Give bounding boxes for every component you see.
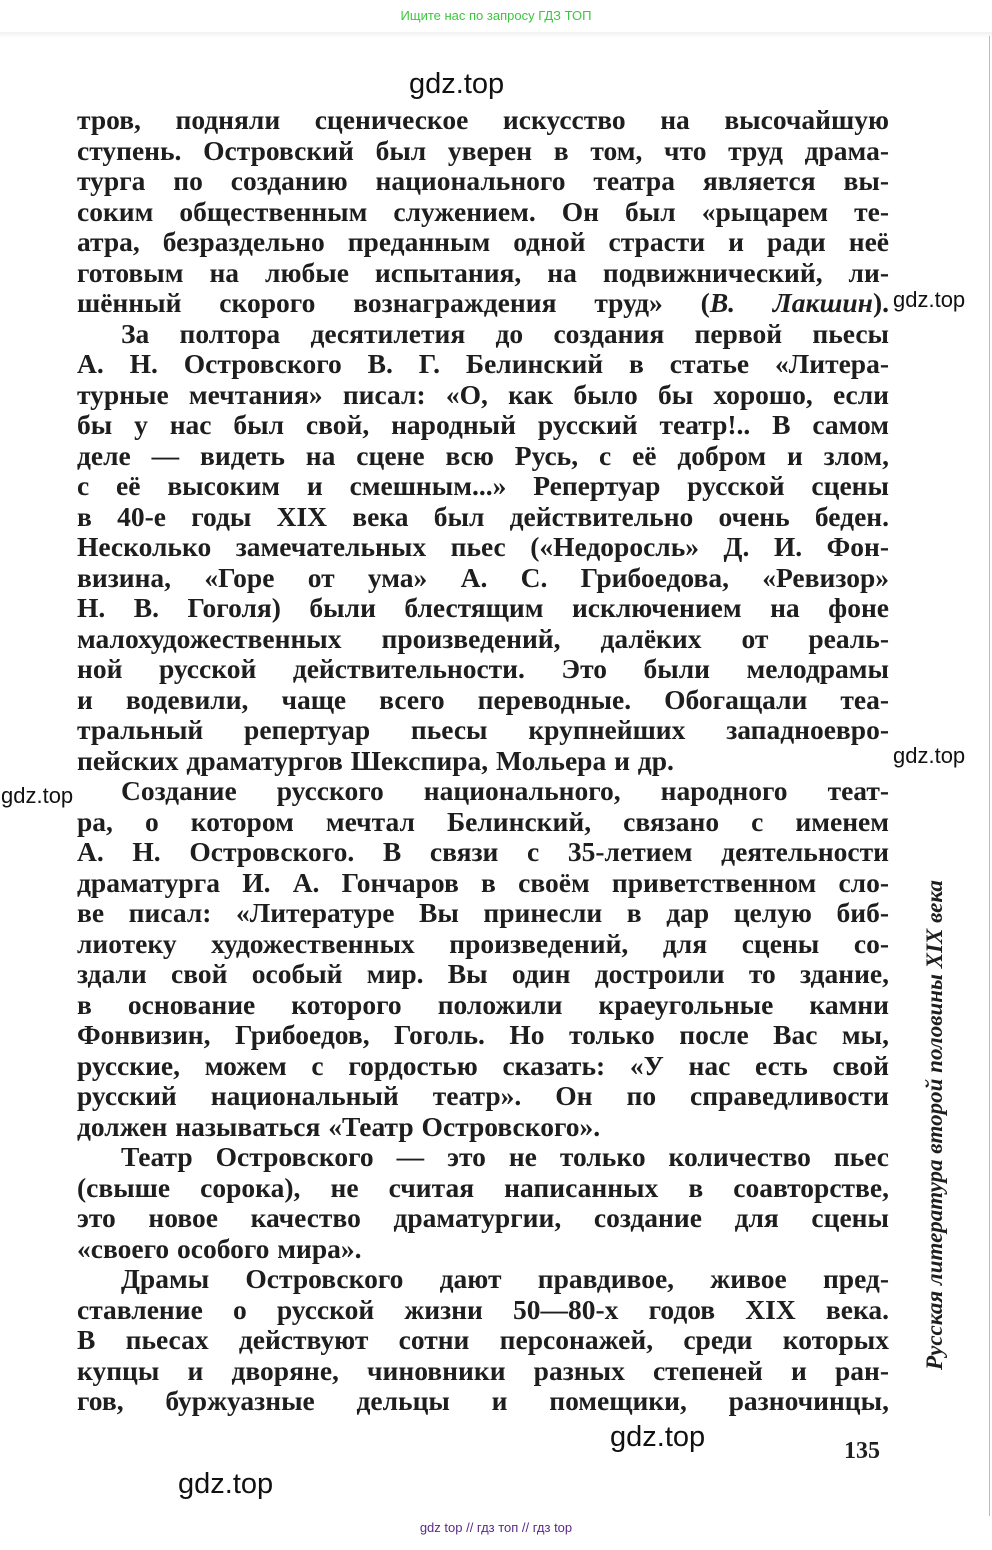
text-line: Театр Островского — это не только количество пьес [121,1141,889,1172]
text-line: деле — видеть на сцене всю Русь, с её добром и злом, [77,439,889,471]
text-line: «своего особого мира». [77,1232,362,1264]
text-line: Создание русского национального, народного теат- [121,775,889,806]
search-banner[interactable]: Ищите нас по запросу ГДЗ ТОП [400,8,592,23]
text-line: драматурга И. А. Гончаров в своём приветственном сло- [77,866,889,898]
watermark: gdz.top [893,287,966,312]
text-segment: ). [872,287,889,318]
page-border [989,36,990,1516]
text-line: турга по созданию национального театра является вы- [77,165,889,196]
text-line: В пьесах действуют сотни персонажей, среди которых [77,1324,889,1355]
text-line: Драмы Островского дают правдивое, живое пред- [121,1263,889,1294]
text-segment: шённый скорого вознаграждения труд» ( [77,287,710,318]
text-line: тров, подняли сценическое искусство на высочайшую [77,104,889,135]
text-line: Н. В. Гоголя) были блестящим исключением на фоне [77,592,889,623]
text-line: должен называться «Театр Островского». [77,1110,601,1142]
text-line: здали свой особый мир. Вы один достроили то здание, [77,958,889,989]
banner-divider [0,32,992,38]
text-line: ве писал: «Литературе Вы принесли в дар целую биб- [77,897,889,928]
text-line: Несколько замечательных пьес («Недоросль» Д. И. Фон- [77,531,889,562]
watermark: gdz.top [893,743,966,768]
text-line: тральный репертуар пьесы крупнейших западноевро- [77,714,889,745]
text-line: в основание которого положили краеугольные камни [77,988,889,1020]
text-line: турные мечтания» писал: «О, как было бы хорошо, если [77,378,889,410]
text-line: А. Н. Островского. В связи с 35-летием деятельности [77,836,889,867]
text-line: и водевили, чаще всего переводные. Обогащали теа- [77,683,889,715]
text-line: За полтора десятилетия до создания первой пьесы [121,317,889,349]
watermark: gdz.top [409,68,505,100]
text-line: купцы и дворяне, чиновники разных степеней и ран- [77,1354,889,1386]
text-line: соким общественным служением. Он был «рыцарем те- [77,195,889,227]
text-line: ставление о русской жизни 50—80-х годов XIX века. [77,1293,889,1325]
body-text [77,105,889,1417]
watermark: gdz.top [1,783,74,808]
watermark: gdz.top [610,1421,706,1453]
watermark: gdz.top [178,1468,274,1500]
text-line: ра, о котором мечтал Белинский, связано с именем [77,805,889,837]
text-line: (свыше сорока), не считая написанных в соавторстве, [77,1171,889,1203]
text-line: русские, можем с гордостью сказать: «У нас есть свой [77,1049,889,1081]
text-line: бы у нас был свой, народный русский театр!.. В самом [77,409,889,440]
text-line: лиотеку художественных произведений, для сцены со- [77,927,889,959]
text-line: готовым на любые испытания, на подвижнический, ли- [77,256,889,288]
footer-links[interactable]: gdz top // гдз топ // гдз top [419,1520,573,1535]
text-line: в 40-е годы XIX века был действительно очень беден. [77,500,889,532]
page-number: 135 [844,1438,880,1464]
text-line [77,288,889,319]
text-line: ной русской действительности. Это были мелодрамы [77,653,889,684]
text-line: пейских драматургов Шекспира, Мольера и др. [77,744,674,776]
text-line: с её высоким и смешным...» Репертуар русской сцены [77,470,889,501]
section-side-title: Русская литература второй половины XIX века [922,880,947,1370]
text-line: визина, «Горе от ума» А. С. Грибоедова, «Ревизор» [77,561,889,593]
text-line: гов, буржуазные дельцы и помещики, разночинцы, [77,1385,889,1416]
text-line: русский национальный театр». Он по справедливости [77,1080,889,1111]
text-line: малохудожественных произведений, далёких от реаль- [77,622,889,654]
text-line: атра, безраздельно преданным одной страсти и ради неё [77,226,889,257]
text-line: ступень. Островский был уверен в том, что труд драма- [77,134,889,166]
text-line: А. Н. Островского В. Г. Белинский в статье «Литера- [77,348,889,379]
text-line: Фонвизин, Грибоедов, Гоголь. Но только после Вас мы, [77,1019,889,1050]
text-line: это новое качество драматургии, создание для сцены [77,1202,889,1233]
quote-author: В. Лакшин [709,287,873,318]
